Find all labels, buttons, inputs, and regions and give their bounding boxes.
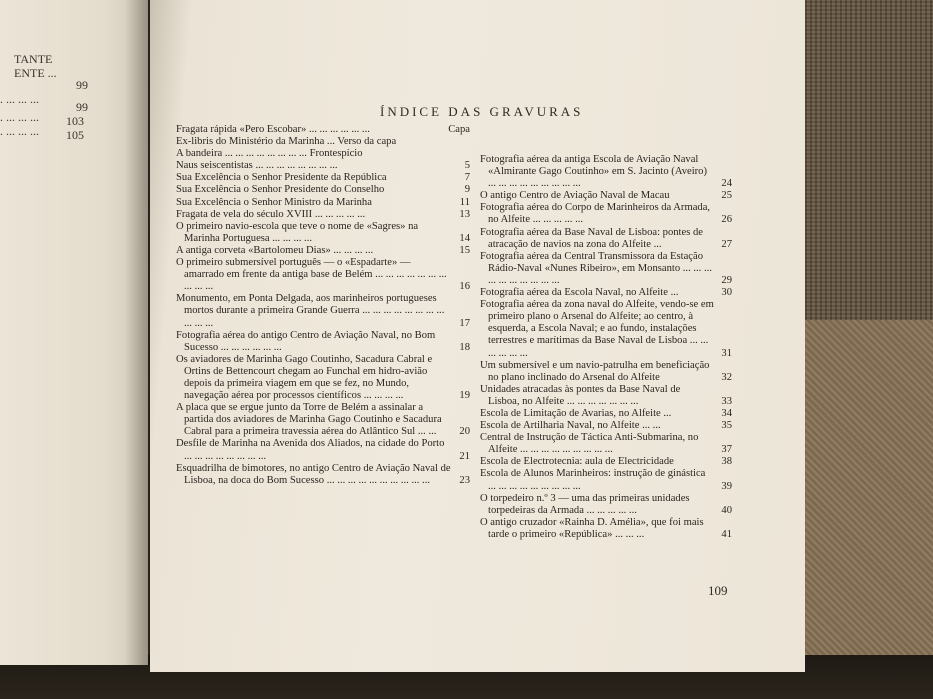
index-entry: O antigo Centro de Aviação Naval de Macau 25 bbox=[480, 190, 732, 202]
index-entry: Fotografia aérea da Base Naval de Lisboa: pontes de atracação de navios na zona do Alfeite ... 27 bbox=[480, 226, 732, 250]
index-entry: Fotografia aérea da Escola Naval, no Alfeite ... 30 bbox=[480, 287, 732, 299]
index-entry: Monumento, em Ponta Delgada, aos marinheiros portugueses mortos durante a primeira Grande Guerra ... ... ... ... ... ... ... ... ... ... ... 17 bbox=[176, 293, 470, 329]
index-entry: Fotografia aérea da zona naval do Alfeite, vendo-se em primeiro plano o Arsenal do Alfeite; ao centro, à esquerda, a Escola Naval; e ao fundo, instalações terrestres e marítimas da Base Naval de Lisboa ... ... ... ... ... ... 31 bbox=[480, 299, 732, 359]
index-entry: A placa que se ergue junto da Torre de Belém a assinalar a partida dos aviadores de Marinha Gago Coutinho e Sacadura Cabral para a primeira travessia aérea do Atlântico Sul ... ... 20 bbox=[176, 402, 470, 438]
index-entry: Sua Excelência o Senhor Presidente da República 7 bbox=[176, 172, 470, 184]
page-title: ÍNDICE DAS GRAVURAS bbox=[380, 104, 584, 119]
index-entry: Um submersível e um navio-patrulha em beneficiação no plano inclinado do Arsenal do Alfeite 32 bbox=[480, 359, 732, 383]
index-column-left bbox=[176, 124, 470, 487]
index-entry: Ex-libris do Ministério da Marinha ... Verso da capa bbox=[176, 136, 397, 148]
left-page-line: . ... ... ... 99 bbox=[0, 92, 88, 114]
index-entry: Fotografia aérea da Central Transmissora da Estação Rádio-Naval «Nunes Ribeiro», em Monsanto ... ... ... ... ... ... ... ... ... ... 29 bbox=[480, 250, 732, 286]
index-entry: A antiga corveta «Bartolomeu Dias» ... ... ... ... 15 bbox=[176, 244, 470, 256]
left-page-line: . ... ... ... 105 bbox=[0, 124, 84, 142]
index-entry: Fotografia aérea do Corpo de Marinheiros da Armada, no Alfeite ... ... ... ... ... 26 bbox=[480, 202, 732, 226]
index-entry: O primeiro submersível português — o «Espadarte» — amarrado em frente da antiga base de Belém ... ... ... ... ... ... ... ... ... ... 16 bbox=[176, 257, 470, 293]
index-entry: Central de Instrução de Táctica Anti-Submarina, no Alfeite ... ... ... ... ... ... ... ... ... 37 bbox=[480, 432, 732, 456]
index-entry: Escola de Limitação de Avarias, no Alfeite ... 34 bbox=[480, 407, 732, 419]
index-entry: Sua Excelência o Senhor Presidente do Conselho 9 bbox=[176, 184, 470, 196]
index-entry: Os aviadores de Marinha Gago Coutinho, Sacadura Cabral e Ortins de Bettencourt chegam ao Funchal em hidro-avião depois da primeira viagem em que se fez, no Mundo, navegação aérea por processos científicos ... ... ... ... 19 bbox=[176, 353, 470, 402]
index-entry: Fotografia aérea da antiga Escola de Aviação Naval «Almirante Gago Coutinho» em S. Jacinto (Aveiro) ... ... ... ... ... ... ... ... ... 24 bbox=[480, 154, 732, 190]
index-entry: A bandeira ... ... ... ... ... ... ... ... Frontespício bbox=[176, 148, 363, 160]
index-entry: O primeiro navio-escola que teve o nome de «Sagres» na Marinha Portuguesa ... ... ... ... 14 bbox=[176, 220, 470, 244]
left-page-line: TANTE bbox=[14, 52, 53, 66]
index-entry: Fragata de vela do século XVIII ... ... ... ... ... 13 bbox=[176, 208, 470, 220]
index-column-right bbox=[480, 154, 732, 541]
index-entry: O torpedeiro n.º 3 — uma das primeiras unidades torpedeiras da Armada ... ... ... ... ... 40 bbox=[480, 492, 732, 516]
index-entry: Escola de Alunos Marinheiros: instrução de ginástica ... ... ... ... ... ... ... ... ... 39 bbox=[480, 468, 732, 492]
index-entry: Escola de Artilharia Naval, no Alfeite ... ... 35 bbox=[480, 420, 732, 432]
left-page-line: ENTE ... 99 bbox=[14, 66, 88, 92]
index-entry: Unidades atracadas às pontes da Base Naval de Lisboa, no Alfeite ... ... ... ... ... ... ... 33 bbox=[480, 383, 732, 407]
index-entry: Sua Excelência o Senhor Ministro da Marinha 11 bbox=[176, 196, 470, 208]
left-page-line: . ... ... ... 103 bbox=[0, 110, 84, 128]
index-entry: Fragata rápida «Pero Escobar» ... ... ... ... ... ... Capa bbox=[176, 124, 470, 135]
index-entry: O antigo cruzador «Rainha D. Amélia», que foi mais tarde o primeiro «República» ... ... ... 41 bbox=[480, 516, 732, 540]
index-entry: Escola de Electrotecnia: aula de Electricidade 38 bbox=[480, 456, 732, 468]
index-entry: Fotografia aérea do antigo Centro de Aviação Naval, no Bom Sucesso ... ... ... ... ... ... 18 bbox=[176, 329, 470, 353]
background-fabric-lower bbox=[800, 320, 933, 699]
index-entry: Esquadrilha de bimotores, no antigo Centro de Aviação Naval de Lisboa, na doca do Bom Sucesso ... ... ... ... ... ... ... ... ... ... 23 bbox=[176, 462, 470, 486]
index-entry: Naus seiscentistas ... ... ... ... ... ... ... ... 5 bbox=[176, 160, 470, 172]
index-entry: Desfile de Marinha na Avenida dos Aliados, na cidade do Porto ... ... ... ... ... ... ... ... 21 bbox=[176, 438, 470, 462]
page-number: 109 bbox=[708, 583, 728, 598]
